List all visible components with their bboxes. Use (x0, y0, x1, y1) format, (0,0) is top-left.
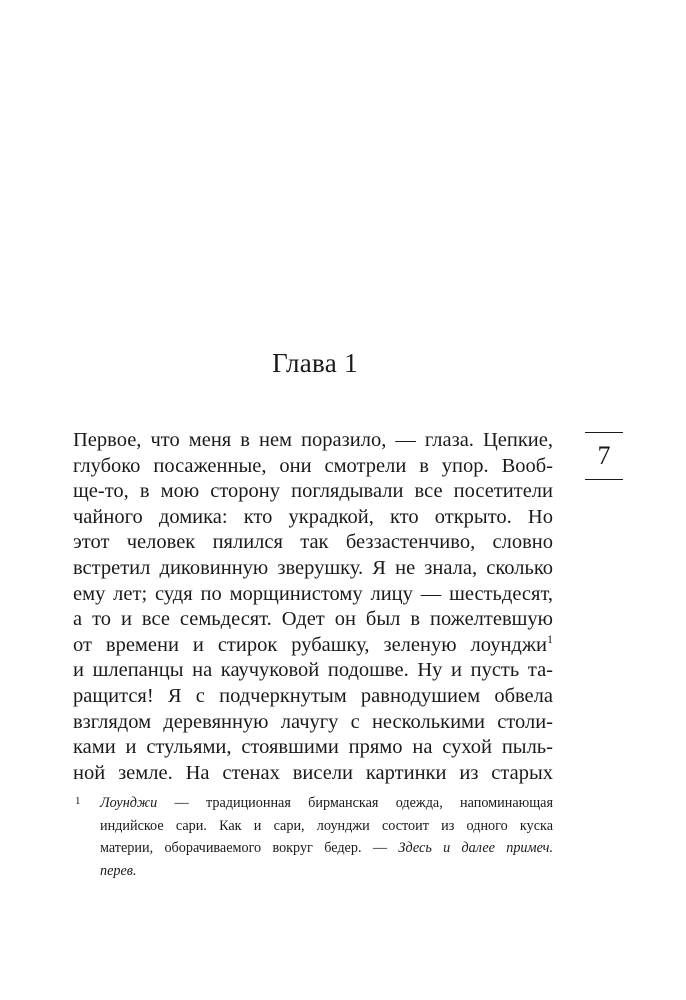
body-line-with-footnote (73, 633, 553, 659)
body-line: ему лет; судя по морщинистому лицу — шестьдесят, (73, 582, 553, 605)
footnote-line: перев. (100, 862, 137, 879)
body-line: глубоко посаженные, они смотрели в упор. Вооб- (73, 454, 553, 477)
body-line: взглядом деревянную лачугу с несколькими столи- (73, 710, 553, 733)
body-line: а то и все семьдесят. Одет он был в пожелтевшую (73, 608, 553, 631)
body-line-text: от времени и стирок рубашку, зеленую лоунджи (73, 633, 547, 656)
footnote-line (100, 837, 553, 860)
body-line: встретил диковинную зверушку. Я не знала, сколько (73, 556, 553, 579)
body-line: ращится! Я с подчеркнутым равнодушием обвела (73, 684, 553, 707)
footnote-line1-rest: — традиционная бирманская одежда, напоминающая (157, 795, 553, 811)
footnote-line: индийское сари. Как и сари, лоунджи состоит из одного куска (100, 817, 553, 834)
body-text (73, 428, 553, 786)
footnote-lines (100, 792, 553, 882)
footnote-reference[interactable]: 1 (547, 631, 553, 646)
body-line: этот человек пялился так беззастенчиво, словно (73, 531, 553, 554)
body-line: ной земле. На стенах висели картинки из старых (73, 761, 553, 784)
chapter-title: Глава 1 (272, 348, 358, 378)
body-line: ками и стульями, стоявшими прямо на сухой пыль- (73, 736, 553, 759)
footnote-line3-start: материи, оборачиваемого вокруг бедер. — (100, 840, 399, 856)
footnote-marker: 1 (75, 795, 81, 807)
body-line: ще-то, в мою сторону поглядывали все посетители (73, 480, 553, 503)
page-number: 7 (597, 441, 611, 470)
footnote-term: Лоунджи (100, 795, 158, 811)
body-line: и шлепанцы на каучуковой подошве. Ну и пусть та- (73, 659, 553, 682)
footnote (73, 792, 553, 882)
page-number-box (585, 432, 623, 480)
body-line: чайного домика: кто украдкой, кто открыто. Но (73, 505, 553, 528)
footnote-line (100, 792, 553, 815)
footnote-line3-italic: Здесь и далее примеч. (398, 840, 553, 856)
body-line: Первое, что меня в нем поразило, — глаза. Цепкие, (73, 429, 553, 451)
